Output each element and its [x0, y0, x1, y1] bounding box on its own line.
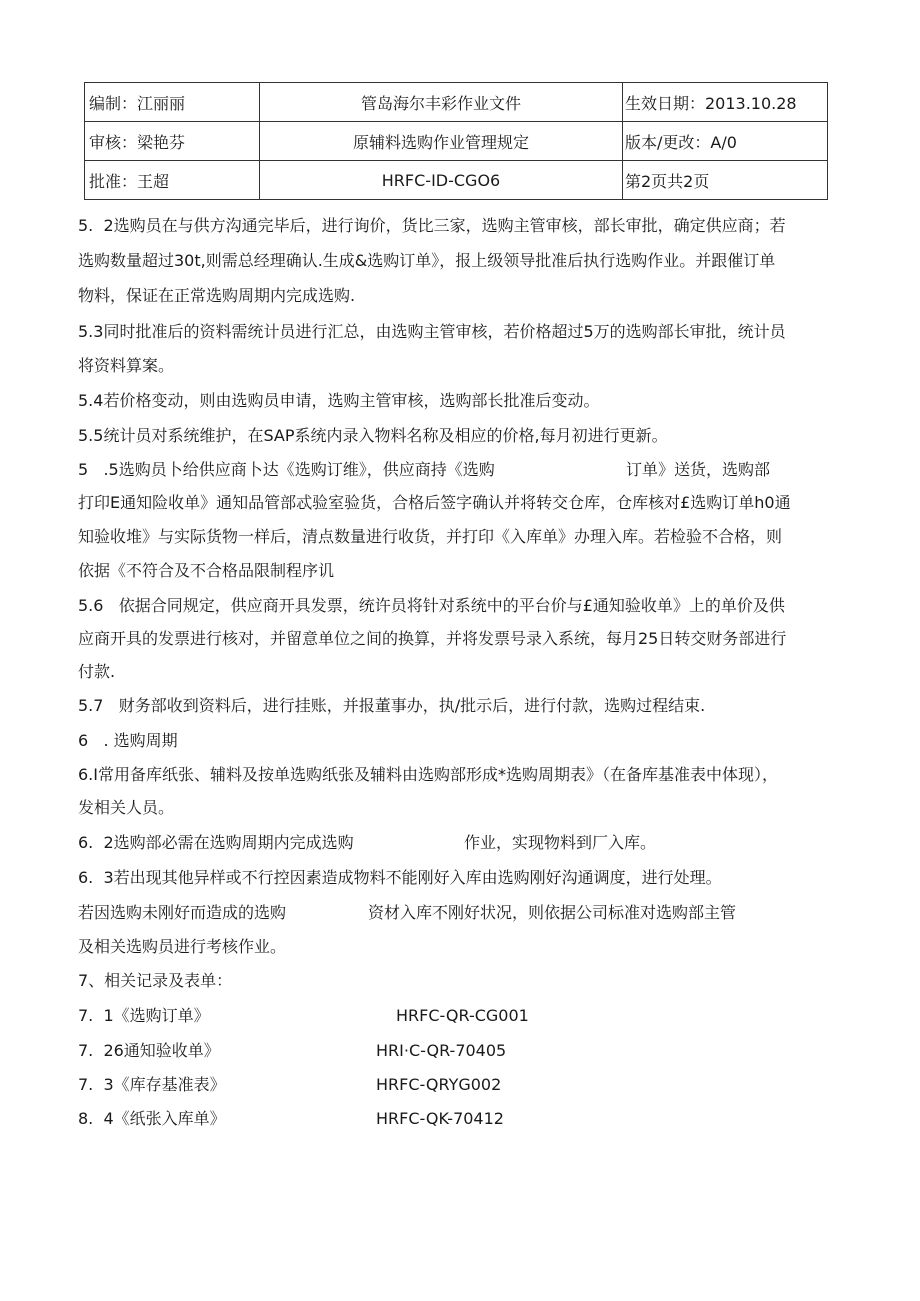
- paragraph-line: 6. 2选购部必需在选购周期内完成选购: [78, 833, 354, 852]
- document-header-table: [84, 82, 828, 200]
- record-code: HRFC-QRYG002: [376, 1075, 502, 1094]
- paragraph-line: 5.3同时批准后的资料需统计员进行汇总，由选购主管审核，若价格超过5万的选购部长审批，统计员: [78, 322, 786, 341]
- document-code-cell: HRFC-ID-CGO6: [260, 161, 623, 200]
- paragraph-line: 5.6 依据合同规定，供应商开具发票，统许员将针对系统中的平台价与£通知验收单》上的单价及供: [78, 596, 785, 615]
- paragraph-line: 物料，保证在正常选购周期内完成选购.: [78, 286, 356, 305]
- paragraph-line: 发相关人员。: [78, 798, 175, 817]
- record-label: 7. 26通知验收单》: [78, 1041, 220, 1060]
- record-label: 7. 1《选购订单》: [78, 1006, 210, 1025]
- page-number-cell: 第2页共2页: [623, 161, 828, 200]
- document-series-cell: 管岛海尔丰彩作业文件: [260, 83, 623, 122]
- paragraph-line-fragment: 资材入库不刚好状况，则依据公司标准对选购部主管: [368, 903, 737, 922]
- paragraph-line: 打印E通知险收单》通知品管部忒验室验货，合格后签字确认并将转交仓库，仓库核对£选购订单h0通: [78, 493, 791, 512]
- paragraph-line: 5.4若价格变动，则由选购员申请，选购主管审核，选购部长批准后变动。: [78, 391, 600, 410]
- paragraph-line: 5.7 财务部收到资料后，进行挂账，并报董事办，执/批示后，进行付款，选购过程结束.: [78, 696, 706, 715]
- paragraph-line: 选购数量超过30t,则需总经理确认.生成&选购订单》，报上级领导批准后执行选购作业。并跟催订单: [78, 251, 776, 270]
- record-label: 7. 3《库存基准表》: [78, 1075, 226, 1094]
- paragraph-line: 将资料算案。: [78, 356, 175, 375]
- paragraph-line: 6. 3若出现其他异样或不行控因素造成物料不能刚好入库由选购刚好沟通调度，进行处理。: [78, 868, 722, 887]
- section-heading: 6 . 选购周期: [78, 731, 178, 750]
- paragraph-line: 6.I常用备库纸张、辅料及按单选购纸张及辅料由选购部形成*选购周期表》（在备库基准表中体现），: [78, 765, 778, 784]
- header-row: [85, 161, 828, 200]
- record-code: HRFC-QK-70412: [376, 1109, 504, 1128]
- record-code: HRI·C-QR-70405: [376, 1041, 507, 1060]
- header-row: [85, 83, 828, 122]
- compiler-cell: 编制：江丽丽: [85, 83, 260, 122]
- paragraph-line: 依据《不符合及不合格品限制程序讥: [78, 561, 335, 580]
- paragraph-line: 及相关选购员进行考核作业。: [78, 937, 287, 956]
- paragraph-line-fragment: 作业，实现物料到厂入库。: [464, 833, 657, 852]
- section-heading: 7、相关记录及表单：: [78, 971, 233, 990]
- paragraph-line: 付款.: [78, 662, 116, 681]
- document-title-cell: 原辅料选购作业管理规定: [260, 122, 623, 161]
- record-code: HRFC-QR-CG001: [396, 1006, 529, 1025]
- record-label: 8. 4《纸张入库单》: [78, 1109, 226, 1128]
- paragraph-line: 应商开具的发票进行核对，并留意单位之间的换算，并将发票号录入系统，每月25日转交财务部进行: [78, 629, 787, 648]
- paragraph-line: 5.5统计员对系统维护，在SAP系统内录入物料名称及相应的价格,每月初进行更新。: [78, 426, 668, 445]
- paragraph-line: 5. 2选购员在与供方沟通完毕后，进行询价，货比三家，选购主管审核，部长审批，确定供应商；若: [78, 216, 786, 235]
- reviewer-cell: 审核：梁艳芬: [85, 122, 260, 161]
- paragraph-line: 5 .5选购员卜给供应商卜达《选购订维》，供应商持《选购: [78, 460, 495, 479]
- version-cell: 版本/更改：A/0: [623, 122, 828, 161]
- paragraph-line: 知验收堆》与实际货物一样后，清点数量进行收货，并打印《入库单》办理入库。若检验不合格，则: [78, 527, 783, 546]
- header-row: [85, 122, 828, 161]
- paragraph-line-fragment: 订单》送货，选购部: [626, 460, 771, 479]
- approver-cell: 批准：王超: [85, 161, 260, 200]
- paragraph-line: 若因选购未刚好而造成的选购: [78, 903, 287, 922]
- effective-date-cell: 生效日期：2013.10.28: [623, 83, 828, 122]
